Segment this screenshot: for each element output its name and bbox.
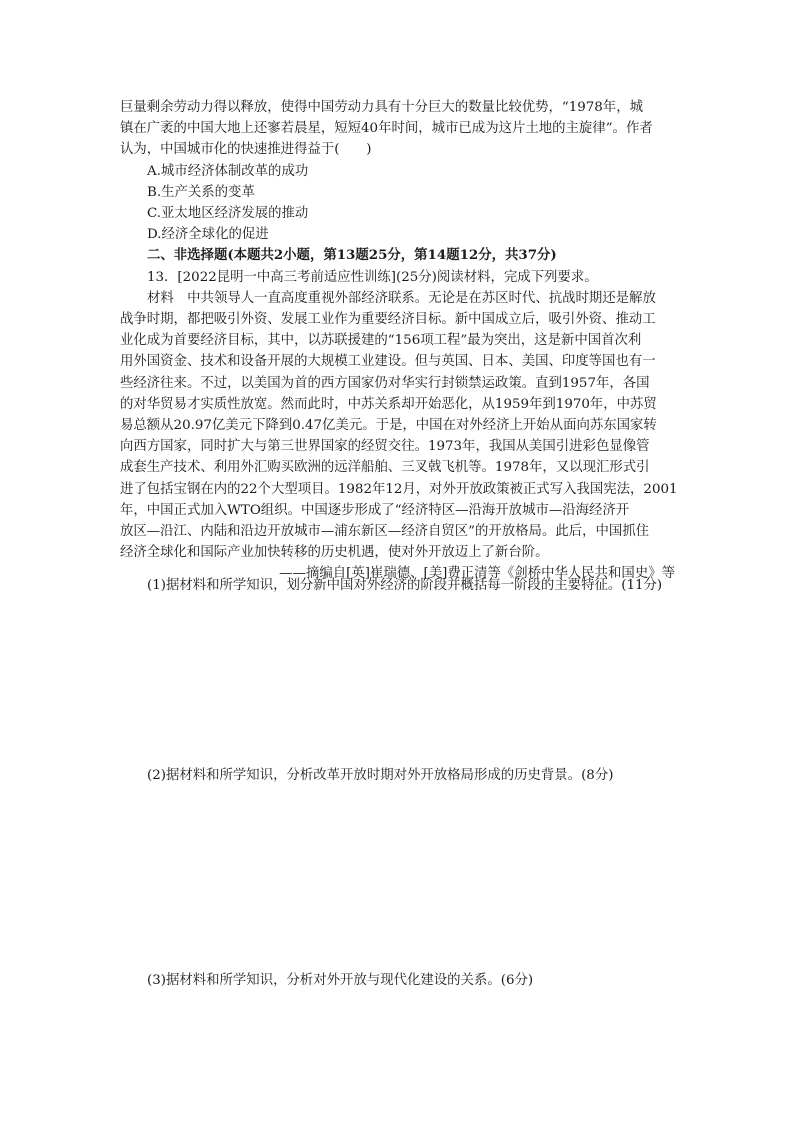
q13-source: ——摘编自[英]崔瑞德、[美]费正清等《剑桥中华人民共和国史》等 [279, 566, 675, 582]
q13-sub-question-1: (1)据材料和所学知识，划分新中国对外经济的阶段并概括每一阶段的主要特征。(11分) [147, 578, 663, 593]
q13-sub-question-2: (2)据材料和所学知识，分析改革开放时期对外开放格局形成的历史背景。(8分) [147, 768, 614, 783]
q13-material-line-6: 的对华贸易才实质性放宽。然而此时，中苏关系却开始恶化，从1959年到1970年，中苏贸 [120, 396, 657, 412]
q12-stem-line-2: 镇在广袤的中国大地上还寥若晨星，短短40年时间，城市已成为这片土地的主旋律”。作者 [120, 121, 653, 137]
q13-material-line-13: 经济全球化和国际产业加快转移的历史机遇，使对外开放迈上了新台阶。 [120, 545, 549, 561]
q13-material-line-11: 年，中国正式加入WTO组织。中国逐步形成了“经济特区—沿海开放城市—沿海经济开 [120, 502, 630, 518]
q13-material-line-2: 战争时期，都把吸引外资、发展工业作为重要经济目标。新中国成立后，吸引外资、推动工 [120, 312, 656, 328]
q12-option-d: D.经济全球化的促进 [147, 227, 269, 243]
q13-material-line-8: 向西方国家，同时扩大与第三世界国家的经贸交往。1973年，我国从美国引进彩色显像管 [120, 439, 650, 455]
q13-material-line-1: 材料 中共领导人一直高度重视外部经济联系。无论是在苏区时代、抗战时期还是解放 [147, 290, 656, 306]
q13-material-line-10: 进了包括宝钢在内的22个大型项目。1982年12月，对外开放政策被正式写入我国宪法，2001 [120, 481, 678, 497]
section-heading: 二、非选择题(本题共2小题，第13题25分，第14题12分，共37分) [147, 247, 557, 264]
q13-sub-question-3: (3)据材料和所学知识，分析对外开放与现代化建设的关系。(6分) [147, 973, 534, 988]
q13-intro: 13．[2022昆明一中高三考前适应性训练](25分)阅读材料，完成下列要求。 [147, 269, 598, 285]
q13-material-line-7: 易总额从20.97亿美元下降到0.47亿美元。于是，中国在对外经济上开始从面向苏东国家转 [120, 418, 657, 434]
question-12 [120, 97, 678, 585]
q13-material-line-3: 业化成为首要经济目标，其中，以苏联援建的“156项工程”最为突出，这是新中国首次利 [120, 333, 642, 349]
q12-stem-line-3: 认为，中国城市化的快速推进得益于( ) [120, 142, 372, 158]
answer-area-2[interactable] [120, 790, 675, 965]
answer-area-1[interactable] [120, 600, 675, 760]
q13-material-line-4: 用外国资金、技术和设备开展的大规模工业建设。但与英国、日本、美国、印度等国也有一 [120, 354, 656, 370]
q13-material-line-12: 放区—沿江、内陆和沿边开放城市—浦东新区—经济自贸区”的开放格局。此后，中国抓住 [120, 524, 650, 540]
q12-option-b: B.生产关系的变革 [147, 184, 255, 200]
q12-stem-line-1: 巨量剩余劳动力得以释放，使得中国劳动力具有十分巨大的数量比较优势，“1978年，城 [120, 100, 643, 115]
q13-material-line-9: 成套生产技术、利用外汇购买欧洲的远洋船舶、三叉戟飞机等。1978年，又以现汇形式引 [120, 460, 650, 476]
q13-material-line-5: 些经济往来。不过，以美国为首的西方国家仍对华实行封锁禁运政策。直到1957年，各国 [120, 375, 650, 391]
answer-area-3[interactable] [120, 995, 675, 1105]
q12-option-c: C.亚太地区经济发展的推动 [147, 206, 309, 222]
q12-option-a: A.城市经济体制改革的成功 [147, 163, 309, 179]
